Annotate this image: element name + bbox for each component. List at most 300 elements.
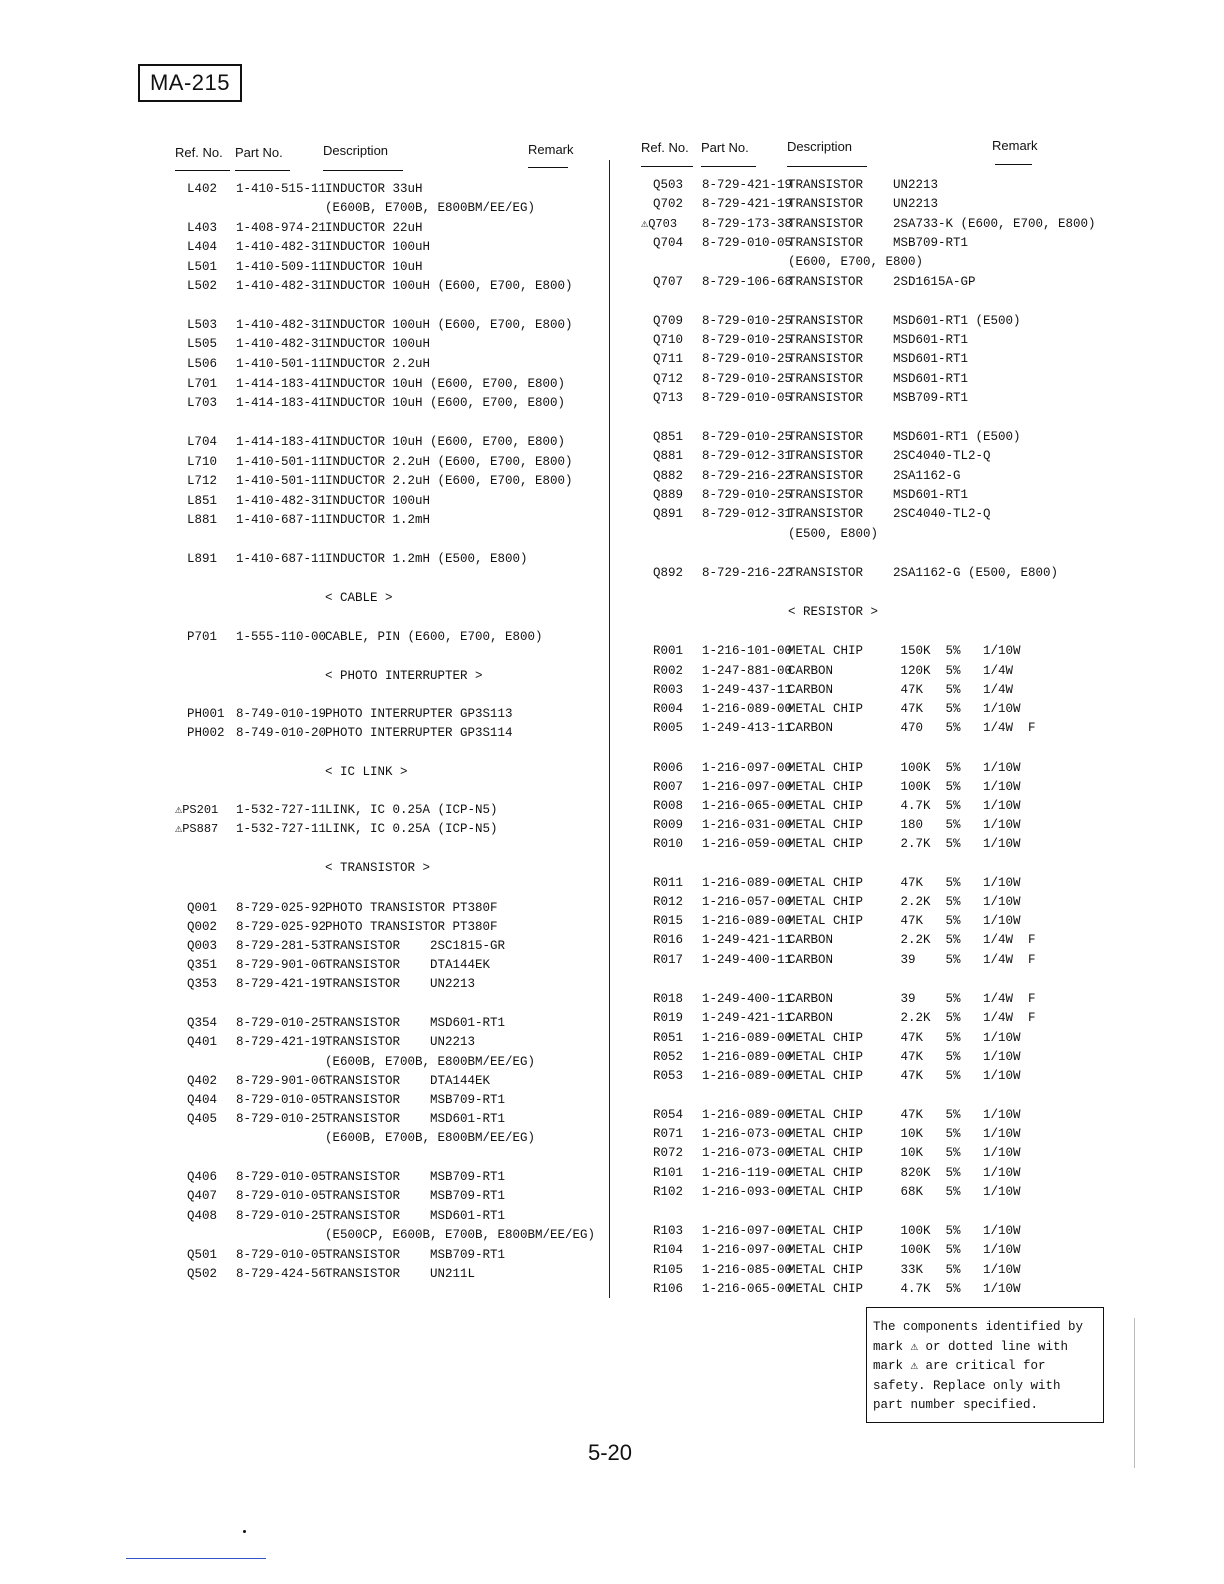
description-cell: METAL CHIP 820K 5% 1/10W — [788, 1166, 1021, 1180]
part-no-cell: 1-249-421-11 — [702, 1011, 793, 1025]
parts-row — [0, 893, 1224, 912]
description-cell: METAL CHIP 180 5% 1/10W — [788, 818, 1021, 832]
description-cell: TRANSISTOR UN2213 — [788, 178, 939, 192]
parts-row — [0, 759, 1224, 778]
header-rule — [995, 164, 1032, 165]
ref-cell: Q405 — [187, 1112, 218, 1126]
parts-row — [0, 1029, 1224, 1048]
part-no-cell: 8-729-010-25 — [236, 1016, 327, 1030]
part-no-cell: 1-410-482-31 — [236, 337, 327, 351]
ref-cell: L501 — [187, 260, 218, 274]
description-cell: METAL CHIP 47K 5% 1/10W — [788, 1031, 1021, 1045]
ref-cell: R008 — [653, 799, 684, 813]
description-cell: CARBON 39 5% 1/4W F — [788, 992, 1036, 1006]
description-cell: TRANSISTOR MSD601-RT1 (E500) — [788, 314, 1021, 328]
description-cell: (E500CP, E600B, E700B, E800BM/EE/EG) — [325, 1228, 596, 1242]
part-no-cell: 8-729-010-25 — [702, 352, 793, 366]
ref-cell: Q353 — [187, 977, 218, 991]
ref-cell: Q001 — [187, 901, 218, 915]
header-desc-right: Description — [787, 139, 853, 154]
parts-row — [0, 662, 1224, 681]
description-cell: (E600B, E700B, E800BM/EE/EG) — [325, 201, 536, 215]
parts-row-continuation — [0, 525, 1224, 544]
part-no-cell: 1-216-089-00 — [702, 1031, 793, 1045]
ref-cell: Q501 — [187, 1248, 218, 1262]
part-no-cell: 1-247-881-00 — [702, 664, 793, 678]
description-cell: CABLE, PIN (E600, E700, E800) — [325, 630, 543, 644]
description-cell: INDUCTOR 22uH — [325, 221, 423, 235]
description-cell: TRANSISTOR MSB709-RT1 — [788, 236, 969, 250]
description-cell: TRANSISTOR 2SC1815-GR — [325, 939, 506, 953]
description-cell: METAL CHIP 100K 5% 1/10W — [788, 1224, 1021, 1238]
part-no-cell: 1-249-413-11 — [702, 721, 793, 735]
parts-row — [0, 1164, 1224, 1183]
description-cell: INDUCTOR 10uH (E600, E700, E800) — [325, 396, 566, 410]
ref-cell: L710 — [187, 455, 218, 469]
part-no-cell: 1-410-501-11 — [236, 474, 327, 488]
ref-cell: R001 — [653, 644, 684, 658]
part-no-cell: 8-729-010-25 — [236, 1112, 327, 1126]
description-cell: INDUCTOR 10uH (E600, E700, E800) — [325, 435, 566, 449]
part-no-cell: 1-410-482-31 — [236, 494, 327, 508]
parts-row — [0, 564, 1224, 583]
part-no-cell: 8-729-901-06 — [236, 1074, 327, 1088]
ref-cell: Q702 — [653, 197, 684, 211]
footer-rule — [126, 1558, 266, 1559]
edge-mark — [1134, 1318, 1135, 1468]
part-no-cell: 1-216-097-00 — [702, 1243, 793, 1257]
parts-row — [0, 467, 1224, 486]
parts-row — [0, 1241, 1224, 1260]
part-no-cell: 8-729-421-19 — [702, 197, 793, 211]
part-no-cell: 1-410-687-11 — [236, 513, 327, 527]
description-cell: METAL CHIP 100K 5% 1/10W — [788, 761, 1021, 775]
description-cell: TRANSISTOR UN2213 — [325, 977, 476, 991]
part-no-cell: 1-216-089-00 — [702, 1069, 793, 1083]
part-no-cell: 8-729-010-25 — [702, 430, 793, 444]
part-no-cell: 8-749-010-20 — [236, 726, 327, 740]
parts-row — [0, 912, 1224, 931]
model-badge: MA-215 — [138, 64, 242, 102]
parts-row — [0, 331, 1224, 350]
description-cell: TRANSISTOR MSD601-RT1 — [788, 352, 969, 366]
part-no-cell: 8-729-010-05 — [236, 1093, 327, 1107]
ref-cell: R072 — [653, 1146, 684, 1160]
description-cell: INDUCTOR 100uH — [325, 494, 431, 508]
ref-cell: R007 — [653, 780, 684, 794]
description-cell: METAL CHIP 47K 5% 1/10W — [788, 876, 1021, 890]
ref-cell: R053 — [653, 1069, 684, 1083]
header-part-left: Part No. — [235, 145, 283, 160]
part-no-cell: 8-729-025-92 — [236, 920, 327, 934]
description-cell: INDUCTOR 100uH — [325, 240, 431, 254]
part-no-cell: 1-216-085-00 — [702, 1263, 793, 1277]
parts-row — [0, 389, 1224, 408]
description-cell: METAL CHIP 47K 5% 1/10W — [788, 914, 1021, 928]
ref-cell: L402 — [187, 182, 218, 196]
ref-cell: L502 — [187, 279, 218, 293]
ref-cell: R015 — [653, 914, 684, 928]
description-cell: < TRANSISTOR > — [325, 861, 431, 875]
part-no-cell: 1-216-065-00 — [702, 1282, 793, 1296]
description-cell: METAL CHIP 47K 5% 1/10W — [788, 1108, 1021, 1122]
parts-row — [0, 1261, 1224, 1280]
ref-cell: Q002 — [187, 920, 218, 934]
part-no-cell: 8-729-421-19 — [236, 1035, 327, 1049]
description-cell: METAL CHIP 33K 5% 1/10W — [788, 1263, 1021, 1277]
ref-cell: Q354 — [187, 1016, 218, 1030]
description-cell: INDUCTOR 10uH — [325, 260, 423, 274]
ref-cell: R011 — [653, 876, 684, 890]
description-cell: CARBON 39 5% 1/4W F — [788, 953, 1036, 967]
part-no-cell: 1-216-089-00 — [702, 876, 793, 890]
ref-cell: R016 — [653, 933, 684, 947]
description-cell: TRANSISTOR MSB709-RT1 — [325, 1248, 506, 1262]
description-cell: METAL CHIP 150K 5% 1/10W — [788, 644, 1021, 658]
parts-row — [0, 1183, 1224, 1202]
parts-row — [0, 176, 1224, 195]
part-no-cell: 1-410-482-31 — [236, 318, 327, 332]
part-no-cell: 8-729-216-22 — [702, 469, 793, 483]
ref-cell: R105 — [653, 1263, 684, 1277]
description-cell: TRANSISTOR MSD601-RT1 — [325, 1209, 506, 1223]
part-no-cell: 1-414-183-41 — [236, 435, 327, 449]
part-no-cell: 8-729-216-22 — [702, 566, 793, 580]
parts-row — [0, 1222, 1224, 1241]
description-cell: LINK, IC 0.25A (ICP-N5) — [325, 822, 498, 836]
parts-row — [0, 931, 1224, 950]
parts-row — [0, 273, 1224, 292]
ref-cell: ⚠PS201 — [175, 803, 219, 817]
ref-cell: PH001 — [187, 707, 225, 721]
parts-row — [0, 1125, 1224, 1144]
description-cell: INDUCTOR 2.2uH (E600, E700, E800) — [325, 455, 573, 469]
ref-cell: ⚠PS887 — [175, 822, 219, 836]
description-cell: INDUCTOR 100uH (E600, E700, E800) — [325, 279, 573, 293]
ref-cell: R019 — [653, 1011, 684, 1025]
description-cell: METAL CHIP 47K 5% 1/10W — [788, 702, 1021, 716]
part-no-cell: 1-216-097-00 — [702, 761, 793, 775]
ref-cell: R017 — [653, 953, 684, 967]
description-cell: (E600B, E700B, E800BM/EE/EG) — [325, 1131, 536, 1145]
part-no-cell: 8-729-010-05 — [702, 391, 793, 405]
part-no-cell: 1-249-437-11 — [702, 683, 793, 697]
ref-cell: R005 — [653, 721, 684, 735]
description-cell: PHOTO INTERRUPTER GP3S114 — [325, 726, 513, 740]
description-cell: INDUCTOR 100uH (E600, E700, E800) — [325, 318, 573, 332]
part-no-cell: 8-729-424-56 — [236, 1267, 327, 1281]
ref-cell: R004 — [653, 702, 684, 716]
parts-row — [0, 234, 1224, 253]
part-no-cell: 8-729-173-38 — [702, 217, 793, 231]
ref-cell: R018 — [653, 992, 684, 1006]
ref-cell: R104 — [653, 1243, 684, 1257]
part-no-cell: 1-216-097-00 — [702, 1224, 793, 1238]
ref-cell: Q851 — [653, 430, 684, 444]
description-cell: METAL CHIP 10K 5% 1/10W — [788, 1127, 1021, 1141]
description-cell: CARBON 120K 5% 1/4W — [788, 664, 1014, 678]
description-cell: INDUCTOR 1.2mH — [325, 513, 431, 527]
parts-row — [0, 1067, 1224, 1086]
ref-cell: Q503 — [653, 178, 684, 192]
ref-cell: L503 — [187, 318, 218, 332]
ref-cell: Q406 — [187, 1170, 218, 1184]
page-number: 5-20 — [588, 1440, 633, 1465]
ref-cell: Q891 — [653, 507, 684, 521]
part-no-cell: 1-216-059-00 — [702, 837, 793, 851]
description-cell: TRANSISTOR DTA144EK — [325, 958, 491, 972]
part-no-cell: 8-729-025-92 — [236, 901, 327, 915]
part-no-cell: 1-216-097-00 — [702, 780, 793, 794]
ref-cell: L891 — [187, 552, 218, 566]
description-cell: (E600, E700, E800) — [788, 255, 924, 269]
ref-cell: Q704 — [653, 236, 684, 250]
parts-row — [0, 370, 1224, 389]
parts-row — [0, 778, 1224, 797]
description-cell: TRANSISTOR MSB709-RT1 — [325, 1170, 506, 1184]
parts-row — [0, 990, 1224, 1009]
parts-row — [0, 835, 1224, 854]
parts-row — [0, 1048, 1224, 1067]
description-cell: METAL CHIP 4.7K 5% 1/10W — [788, 799, 1021, 813]
header-rule — [641, 166, 693, 167]
part-no-cell: 8-729-901-06 — [236, 958, 327, 972]
description-cell: METAL CHIP 10K 5% 1/10W — [788, 1146, 1021, 1160]
ref-cell: L505 — [187, 337, 218, 351]
section-heading — [0, 603, 1224, 622]
part-no-cell: 1-249-421-11 — [702, 933, 793, 947]
ref-cell: R006 — [653, 761, 684, 775]
description-cell: TRANSISTOR MSD601-RT1 — [788, 372, 969, 386]
description-cell: METAL CHIP 4.7K 5% 1/10W — [788, 1282, 1021, 1296]
ref-cell: Q404 — [187, 1093, 218, 1107]
part-no-cell: 1-410-501-11 — [236, 455, 327, 469]
part-no-cell: 8-729-281-53 — [236, 939, 327, 953]
description-cell: TRANSISTOR MSB709-RT1 — [325, 1093, 506, 1107]
header-rule — [175, 170, 230, 171]
description-cell: TRANSISTOR 2SC4040-TL2-Q — [788, 449, 991, 463]
part-no-cell: 1-532-727-11 — [236, 822, 327, 836]
ref-cell: R102 — [653, 1185, 684, 1199]
ref-cell: Q407 — [187, 1189, 218, 1203]
ref-cell: R009 — [653, 818, 684, 832]
description-cell: TRANSISTOR MSB709-RT1 — [788, 391, 969, 405]
header-rule — [235, 170, 290, 171]
part-no-cell: 8-729-010-05 — [236, 1170, 327, 1184]
part-no-cell: 1-216-089-00 — [702, 1050, 793, 1064]
description-cell: TRANSISTOR 2SD1615A-GP — [788, 275, 976, 289]
description-cell: PHOTO TRANSISTOR PT380F — [325, 920, 498, 934]
part-no-cell: 1-216-057-00 — [702, 895, 793, 909]
part-no-cell: 1-410-482-31 — [236, 240, 327, 254]
description-cell: TRANSISTOR 2SA733-K (E600, E700, E800) — [788, 217, 1096, 231]
description-cell: TRANSISTOR MSB709-RT1 — [325, 1189, 506, 1203]
parts-row — [0, 350, 1224, 369]
parts-row — [0, 428, 1224, 447]
description-cell: TRANSISTOR UN211L — [325, 1267, 476, 1281]
part-no-cell: 1-216-065-00 — [702, 799, 793, 813]
description-cell: TRANSISTOR DTA144EK — [325, 1074, 491, 1088]
part-no-cell: 1-408-974-21 — [236, 221, 327, 235]
ref-cell: Q502 — [187, 1267, 218, 1281]
description-cell: TRANSISTOR MSD601-RT1 — [788, 333, 969, 347]
ref-cell: Q408 — [187, 1209, 218, 1223]
part-no-cell: 1-414-183-41 — [236, 377, 327, 391]
description-cell: METAL CHIP 2.7K 5% 1/10W — [788, 837, 1021, 851]
ref-cell: L701 — [187, 377, 218, 391]
description-cell: PHOTO INTERRUPTER GP3S113 — [325, 707, 513, 721]
description-cell: CARBON 2.2K 5% 1/4W F — [788, 1011, 1036, 1025]
parts-row — [0, 505, 1224, 524]
part-no-cell: 8-729-106-68 — [702, 275, 793, 289]
description-cell: INDUCTOR 2.2uH (E600, E700, E800) — [325, 474, 573, 488]
parts-row — [0, 816, 1224, 835]
ref-cell: R010 — [653, 837, 684, 851]
parts-row — [0, 1009, 1224, 1028]
header-part-right: Part No. — [701, 140, 749, 155]
description-cell: TRANSISTOR MSD601-RT1 (E500) — [788, 430, 1021, 444]
description-cell: TRANSISTOR 2SA1162-G (E500, E800) — [788, 566, 1059, 580]
ref-cell: Q003 — [187, 939, 218, 953]
description-cell: INDUCTOR 10uH (E600, E700, E800) — [325, 377, 566, 391]
description-cell: METAL CHIP 68K 5% 1/10W — [788, 1185, 1021, 1199]
parts-row — [0, 486, 1224, 505]
description-cell: METAL CHIP 47K 5% 1/10W — [788, 1069, 1021, 1083]
ref-cell: Q892 — [653, 566, 684, 580]
parts-row — [0, 195, 1224, 214]
safety-note: The components identified by mark ⚠ or dotted line with mark ⚠ are critical for safety. Replace only with part number specified. — [866, 1307, 1104, 1423]
parts-row — [0, 797, 1224, 816]
part-no-cell: 1-216-119-00 — [702, 1166, 793, 1180]
description-cell: METAL CHIP 47K 5% 1/10W — [788, 1050, 1021, 1064]
description-cell: INDUCTOR 33uH — [325, 182, 423, 196]
part-no-cell: 1-216-093-00 — [702, 1185, 793, 1199]
ref-cell: ⚠Q703 — [641, 217, 678, 231]
ref-cell: R071 — [653, 1127, 684, 1141]
ref-cell: Q889 — [653, 488, 684, 502]
description-cell: TRANSISTOR MSD601-RT1 — [788, 488, 969, 502]
part-no-cell: 1-216-089-00 — [702, 702, 793, 716]
part-no-cell: 1-555-110-00 — [236, 630, 327, 644]
description-cell: METAL CHIP 2.2K 5% 1/10W — [788, 895, 1021, 909]
ref-cell: R051 — [653, 1031, 684, 1045]
description-cell: (E600B, E700B, E800BM/EE/EG) — [325, 1055, 536, 1069]
description-cell: < PHOTO INTERRUPTER > — [325, 669, 483, 683]
ref-cell: Q712 — [653, 372, 684, 386]
part-no-cell: 1-249-400-11 — [702, 992, 793, 1006]
ref-cell: Q881 — [653, 449, 684, 463]
ref-cell: L404 — [187, 240, 218, 254]
description-cell: INDUCTOR 2.2uH — [325, 357, 431, 371]
description-cell: TRANSISTOR MSD601-RT1 — [325, 1112, 506, 1126]
ref-cell: R103 — [653, 1224, 684, 1238]
part-no-cell: 1-216-101-00 — [702, 644, 793, 658]
ref-cell: R101 — [653, 1166, 684, 1180]
ref-cell: Q401 — [187, 1035, 218, 1049]
part-no-cell: 8-729-010-05 — [236, 1189, 327, 1203]
parts-row — [0, 719, 1224, 738]
description-cell: TRANSISTOR UN2213 — [325, 1035, 476, 1049]
part-no-cell: 1-410-501-11 — [236, 357, 327, 371]
description-cell: < IC LINK > — [325, 765, 408, 779]
ref-cell: L712 — [187, 474, 218, 488]
ref-cell: PH002 — [187, 726, 225, 740]
part-no-cell: 8-729-421-19 — [702, 178, 793, 192]
part-no-cell: 1-414-183-41 — [236, 396, 327, 410]
header-rule — [787, 166, 867, 167]
description-cell: PHOTO TRANSISTOR PT380F — [325, 901, 498, 915]
part-no-cell: 1-410-509-11 — [236, 260, 327, 274]
parts-row — [0, 874, 1224, 893]
ref-cell: L851 — [187, 494, 218, 508]
part-no-cell: 1-216-089-00 — [702, 1108, 793, 1122]
part-no-cell: 1-410-482-31 — [236, 279, 327, 293]
description-cell: < CABLE > — [325, 591, 393, 605]
ref-cell: Q710 — [653, 333, 684, 347]
part-no-cell: 8-729-421-19 — [236, 977, 327, 991]
ref-cell: R106 — [653, 1282, 684, 1296]
part-no-cell: 8-729-010-25 — [236, 1209, 327, 1223]
header-rule — [323, 170, 403, 171]
parts-row — [0, 215, 1224, 234]
header-rule — [701, 166, 756, 167]
description-cell: METAL CHIP 100K 5% 1/10W — [788, 1243, 1021, 1257]
part-no-cell: 8-729-010-25 — [702, 372, 793, 386]
ref-cell: R003 — [653, 683, 684, 697]
ref-cell: R054 — [653, 1108, 684, 1122]
ref-cell: Q351 — [187, 958, 218, 972]
description-cell: TRANSISTOR MSD601-RT1 — [325, 1016, 506, 1030]
ref-cell: R002 — [653, 664, 684, 678]
part-no-cell: 8-729-012-31 — [702, 449, 793, 463]
parts-row — [0, 1280, 1224, 1299]
description-cell: CARBON 470 5% 1/4W F — [788, 721, 1036, 735]
parts-row — [0, 642, 1224, 661]
ref-cell: L704 — [187, 435, 218, 449]
part-no-cell: 8-729-010-25 — [702, 314, 793, 328]
part-no-cell: 8-749-010-19 — [236, 707, 327, 721]
part-no-cell: 1-216-089-00 — [702, 914, 793, 928]
part-no-cell: 8-729-010-25 — [702, 488, 793, 502]
description-cell: < RESISTOR > — [788, 605, 879, 619]
ref-cell: Q882 — [653, 469, 684, 483]
part-no-cell: 1-410-687-11 — [236, 552, 327, 566]
ref-cell: L403 — [187, 221, 218, 235]
parts-row — [0, 681, 1224, 700]
header-ref-left: Ref. No. — [175, 145, 223, 160]
part-no-cell: 1-249-400-11 — [702, 953, 793, 967]
description-cell: TRANSISTOR UN2213 — [788, 197, 939, 211]
speck — [243, 1530, 246, 1533]
description-cell: CARBON 47K 5% 1/4W — [788, 683, 1014, 697]
part-no-cell: 1-532-727-11 — [236, 803, 327, 817]
header-rule — [528, 167, 568, 168]
ref-cell: Q713 — [653, 391, 684, 405]
header-ref-right: Ref. No. — [641, 140, 689, 155]
ref-cell: L703 — [187, 396, 218, 410]
part-no-cell: 8-729-012-31 — [702, 507, 793, 521]
parts-row — [0, 1144, 1224, 1163]
parts-row — [0, 1106, 1224, 1125]
description-cell: LINK, IC 0.25A (ICP-N5) — [325, 803, 498, 817]
parts-row — [0, 312, 1224, 331]
description-cell: METAL CHIP 100K 5% 1/10W — [788, 780, 1021, 794]
parts-row — [0, 447, 1224, 466]
ref-cell: L506 — [187, 357, 218, 371]
part-no-cell: 8-729-010-05 — [236, 1248, 327, 1262]
header-desc-left: Description — [323, 143, 389, 158]
part-no-cell: 8-729-010-25 — [702, 333, 793, 347]
